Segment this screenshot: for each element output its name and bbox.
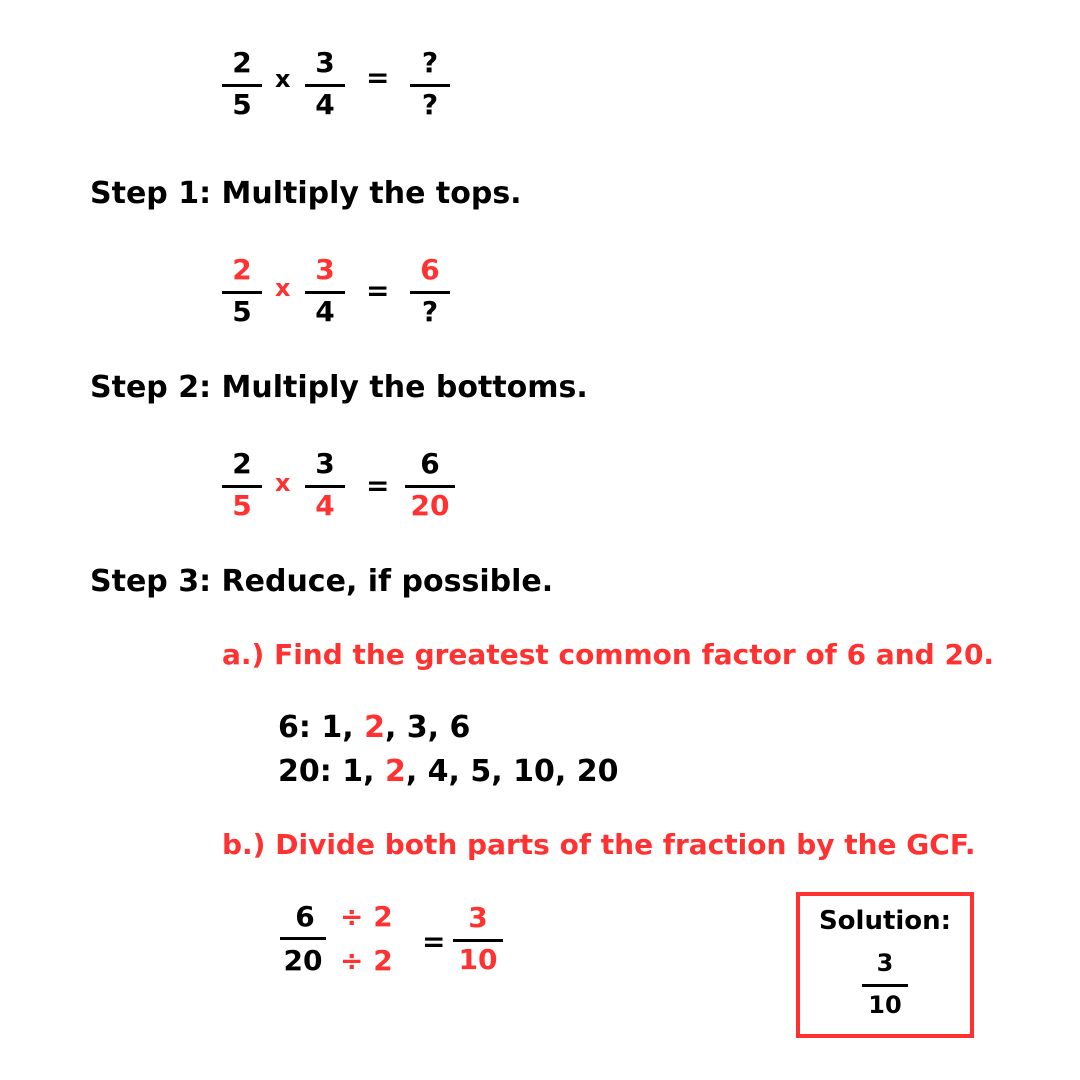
fraction-bar [222,84,262,87]
numerator: 3 [468,901,488,934]
common-factor: 2 [364,710,385,745]
substep-a-text: a.) Find the greatest common factor of 6 and 20. [222,638,995,671]
denominator: ? [421,295,439,328]
dividend-denominator: 20 [283,944,323,977]
denominator: 20 [410,489,450,522]
denominator-divide-op: ÷ 2 [340,944,393,977]
multiply-sign: x [275,274,291,302]
fraction-bar [222,291,262,294]
equals-sign: = [366,469,390,502]
factor-item: 4, [427,754,460,789]
dividend-numerator: 6 [295,900,315,933]
numerator: 3 [315,253,335,286]
fraction-bar [305,84,345,87]
fraction-bar [222,485,262,488]
multiply-sign: x [275,469,291,497]
denominator: 4 [315,295,335,328]
factor-item: 6 [449,710,471,745]
factors-of-6 [278,710,470,746]
numerator-divide-op: ÷ 2 [340,900,393,933]
numerator: ? [421,46,439,79]
factor-item: 20 [576,754,619,789]
numerator: 6 [420,447,440,480]
fraction-bar [305,291,345,294]
solution-label: Solution: [818,906,952,936]
equals-sign: = [366,274,390,307]
fraction-bar [410,291,450,294]
denominator: 4 [315,88,335,121]
fraction-bar [305,485,345,488]
denominator: 5 [232,489,252,522]
numerator: 2 [232,447,252,480]
fraction-bar [862,984,908,987]
factors-of-20 [278,754,619,790]
step-1-title: Step 1: Multiply the tops. [90,176,522,211]
substep-b-text: b.) Divide both parts of the fraction by the GCF. [222,828,976,861]
equals-sign: = [366,61,390,94]
factor-separator: , [384,710,397,745]
factor-label: 6: [278,710,311,745]
common-factor: 2 [384,754,406,789]
fraction-bar [405,485,455,488]
equals-sign: = [422,925,446,958]
numerator: 3 [315,447,335,480]
denominator: ? [421,88,439,121]
factor-item: 10, [513,754,567,789]
factor-item: 1, [342,754,375,789]
factor-item: 3, [406,710,440,745]
fraction-bar [280,937,326,940]
step-2-title: Step 2: Multiply the bottoms. [90,370,588,405]
denominator: 4 [315,489,335,522]
denominator: 10 [458,943,498,976]
denominator: 5 [232,295,252,328]
numerator: 2 [232,46,252,79]
solution-box [796,892,974,1038]
factor-label: 20: [278,754,332,789]
denominator: 5 [232,88,252,121]
multiply-sign: x [275,65,291,93]
step-3-title: Step 3: Reduce, if possible. [90,564,554,599]
numerator: 2 [232,253,252,286]
numerator: 3 [876,949,894,977]
numerator: 6 [420,253,440,286]
factor-item: 5, [470,754,503,789]
denominator: 10 [868,991,902,1019]
factor-item: 1, [321,710,354,745]
factor-separator: , [405,754,418,789]
fraction-bar [453,939,503,942]
fraction-bar [410,84,450,87]
numerator: 3 [315,46,335,79]
